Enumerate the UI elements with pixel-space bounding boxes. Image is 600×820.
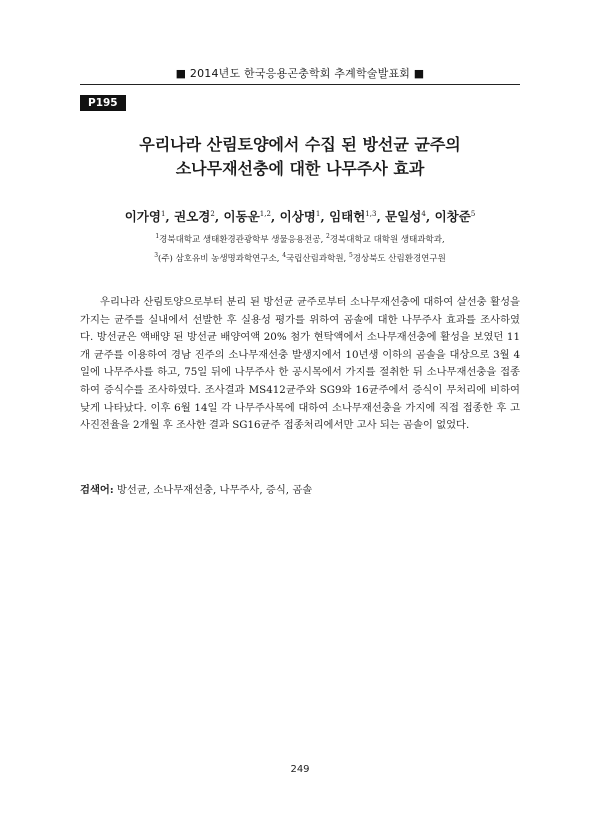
- header-divider: [80, 84, 520, 85]
- author: 임태헌$^{1,3}$: [329, 209, 377, 224]
- author-list: 이가영$^1$, 권오경$^2$, 이동운$^{1,2}$, 이상명$^1$, 임태헌$^{1,3}$, 문일성$^4$, 이창준$^5$: [124, 209, 476, 224]
- page-number: 249: [290, 764, 310, 775]
- paper-title: [60, 133, 540, 181]
- keywords-text: 방선균, 소나무재선충, 나무주사, 증식, 곰솔: [113, 484, 313, 496]
- affiliation-line-1: $^1$경북대학교 생태환경관광학부 생물응용전공, $^2$경북대학교 대학원 생태과학과,: [155, 233, 445, 245]
- affiliation-line-2: $^3$(주) 삼호유비 농생명과학연구소, $^4$국립산림과학원, $^5$경상북도 산림환경연구원: [154, 251, 446, 264]
- paper-title-line-2: 소나무재선충에 대한 나무주사 효과: [175, 159, 425, 178]
- author: 이가영$^1$: [124, 209, 166, 224]
- author: 문일성$^4$: [385, 209, 426, 224]
- affiliations: [60, 229, 540, 267]
- keywords-label: 검색어:: [80, 484, 114, 496]
- paper-title-line-1: 우리나라 산림토양에서 수집 된 방선균 균주의: [139, 135, 461, 154]
- author: 이상명$^1$: [279, 209, 321, 224]
- poster-id-badge: P195: [80, 95, 126, 111]
- author: 권오경$^2$: [174, 209, 215, 224]
- keywords: [80, 481, 520, 496]
- author: 이창준$^5$: [434, 209, 476, 224]
- abstract-body: 우리나라 산림토양으로부터 분리 된 방선균 균주로부터 소나무재선충에 대하여 살선충 활성을 가지는 균주를 실내에서 선발한 후 실용성 평가를 위하여 곰솔에 대한 나무주사 효과를 조사하였다. 방선균은 액배양 된 방선균 배양여액 20% 첨가 현탁액에서 소나무재선충에 활성을 보였던 11개 균주를 이용하여 경남 진주의 소나무재선충 발생지에서 10년생 이하의 곰솔을 대상으로 3월 4일에 나무주사를 하고, 75일 뒤에 나무주사 한 공시목에서 가지를 절취한 뒤 소나무재선충을 접종하여 증식수를 조사하였다. 조사결과 MS412균주와 SG9와 16균주에서 증식이 무처리에 비하여 낮게 나타났다. 이후 6월 14일 각 나무주사목에 대하여 소나무재선충을 가지에 직접 접종한 후 고사진전율을 2개월 후 조사한 결과 SG16균주 접종처리에서만 고사 되는 곰솔이 없었다.: [80, 296, 520, 432]
- running-header: ■ 2014년도 한국응용곤충학회 추계학술발표회 ■: [175, 67, 425, 80]
- author: 이동운$^{1,2}$: [223, 209, 271, 224]
